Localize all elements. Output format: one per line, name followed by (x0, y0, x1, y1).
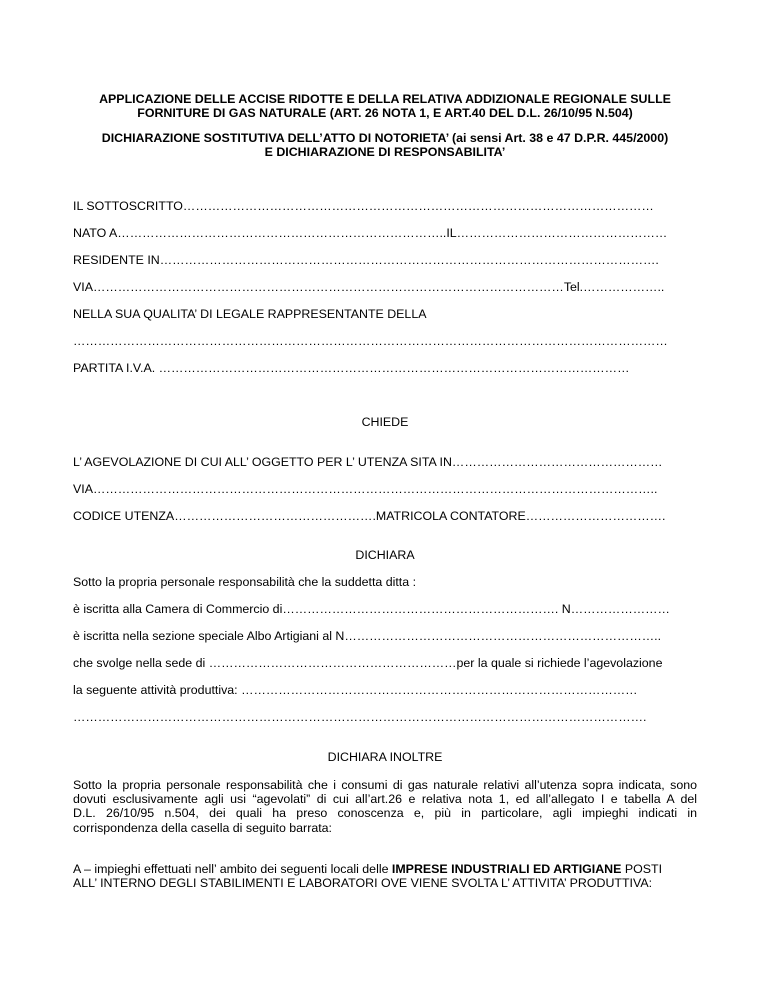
dichiara-albo-artigiani: è iscritta nella sezione speciale Albo Artigiani al N………………………………………………………………….. (73, 629, 662, 643)
chiede-agevolazione: L’ AGEVOLAZIONE DI CUI ALL’ OGGETTO PER L’ UTENZA SITA IN…………………………………………… (73, 455, 663, 469)
field-blank: ……………………………………………………………………………………………………………………………… (73, 334, 668, 348)
field-qualita: NELLA SUA QUALITA’ DI LEGALE RAPPRESENTANTE DELLA (73, 307, 427, 321)
field-residente: RESIDENTE IN…………………………………………………………………………………………………………. (73, 253, 659, 267)
subtitle-line-1: DICHIARAZIONE SOSTITUTIVA DELL’ATTO DI NOTORIETA’ (ai sensi Art. 38 e 47 D.P.R. 445/2000) (101, 131, 669, 145)
paragraph-line-3: D.L. 26/10/95 n.504, dei quali ha preso conoscenza e, più in particolare, agli impieghi indicati in (73, 806, 697, 821)
field-via: VIA……………………………………………………………………………………………………Tel.……………….. (73, 280, 665, 294)
heading-dichiara: DICHIARA (355, 548, 415, 562)
chiede-codice-utenza: CODICE UTENZA………………………………………….MATRICOLA CONTATORE……………………………. (73, 509, 666, 523)
item-a-line-1 (73, 862, 662, 877)
item-a-bold: IMPRESE INDUSTRIALI ED ARTIGIANE (391, 862, 622, 876)
item-a-line-2: ALL’ INTERNO DEGLI STABILIMENTI E LABORATORI OVE VIENE SVOLTA L’ ATTIVITA’ PRODUTTIVA: (73, 876, 653, 890)
heading-chiede: CHIEDE (361, 415, 409, 429)
field-partita-iva: PARTITA I.V.A. …………………………………………………………………………………………………… (73, 361, 630, 375)
item-a-prefix: A – impieghi effettuati nell’ ambito dei seguenti locali delle (73, 862, 392, 876)
dichiara-blank: …………………………………………………………………………………………………………………………. (73, 710, 647, 724)
chiede-via: VIA……………………………………………………………………………………………………………………….. (73, 482, 658, 496)
field-nato: NATO A……………………………………………………………………..IL…………………………………………… (73, 226, 668, 240)
title-line-2: FORNITURE DI GAS NATURALE (ART. 26 NOTA 1, E ART.40 DEL D.L. 26/10/95 N.504) (137, 106, 633, 120)
field-sottoscritto: IL SOTTOSCRITTO…………………………………………………………………………………………………… (73, 199, 654, 213)
dichiara-attivita: la seguente attività produttiva: …………………………………………………………………………………… (73, 683, 638, 697)
paragraph-line-1: Sotto la propria personale responsabilità che i consumi di gas naturale relativi all’utenza sopra indicata, sono (73, 778, 697, 792)
item-a-suffix: POSTI (621, 862, 663, 876)
heading-dichiara-inoltre: DICHIARA INOLTRE (327, 750, 443, 764)
subtitle-line-2: E DICHIARAZIONE DI RESPONSABILITA’ (264, 145, 506, 159)
dichiara-intro: Sotto la propria personale responsabilità che la suddetta ditta : (73, 575, 417, 589)
title-line-1: APPLICAZIONE DELLE ACCISE RIDOTTE E DELLA RELATIVA ADDIZIONALE REGIONALE SULLE (99, 92, 671, 106)
dichiara-camera-commercio: è iscritta alla Camera di Commercio di…………………………………………………………. N…………………… (73, 602, 670, 616)
dichiara-sede: che svolge nella sede di ……………………………………………………per la quale si richiede l’agevolazione (73, 656, 663, 670)
paragraph-line-2: dovuti esclusivamente agli usi “agevolati” di cui all’art.26 e relativa nota 1, ed all’allegato I e tabella A del (73, 792, 697, 807)
paragraph-line-4: corrispondenza della casella di seguito barrata: (73, 820, 332, 835)
dichiara-inoltre-paragraph (73, 778, 697, 835)
